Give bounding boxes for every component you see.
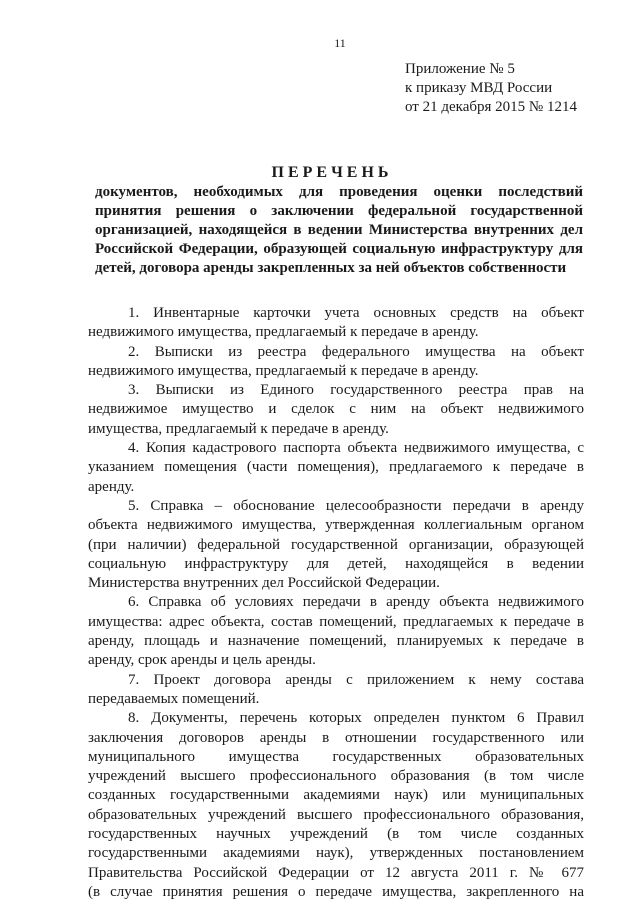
list-item-line: недвижимого имущества, предлагаемый к передаче в аренду. [88, 324, 479, 341]
page-number: 11 [334, 36, 346, 50]
list-item-line: 3. Выписки из Единого государственного реестра прав на [128, 382, 584, 399]
list-item [88, 381, 584, 439]
list-item-line: 7. Проект договора аренды с приложением к нему состава [128, 671, 584, 688]
list-item-line: государственных научных учреждений (в том числе созданных [88, 826, 584, 843]
list-item-line: 5. Справка – обоснование целесообразности передачи в аренду [128, 497, 584, 514]
list-item-line: заключения договоров аренды в отношении государственного или [88, 729, 584, 746]
list-item-line: 1. Инвентарные карточки учета основных средств на объект [128, 305, 584, 321]
list-item-line: Министерства внутренних дел Российской Федерации. [88, 575, 440, 592]
subtitle-line: принятия решения о заключении федеральной государственной [95, 203, 583, 219]
list-item-line: недвижимое имущество и сделок с ним на объект недвижимого [88, 401, 584, 418]
list-item [88, 709, 584, 902]
document-title: ПЕРЕЧЕНЬ [271, 164, 393, 181]
list-item-line: объекта недвижимого имущества, утвержденная коллегиальным органом [88, 517, 584, 534]
subtitle-line: Российской Федерации, образующей социальную инфраструктуру для [95, 241, 583, 257]
document-body [88, 304, 584, 902]
list-item [88, 593, 584, 670]
list-item-line: муниципального имущества государственных образовательных [88, 748, 584, 765]
list-item-line: указанием помещения (части помещения), предлагаемого к передаче в [88, 459, 584, 476]
subtitle-line: документов, необходимых для проведения оценки последствий [95, 184, 583, 200]
list-item-line: 8. Документы, перечень которых определен пунктом 6 Правил [128, 710, 584, 727]
list-item-line: 2. Выписки из реестра федерального имущества на объект [128, 343, 584, 360]
list-item-line: аренду, площадь и назначение помещений, планируемых к передаче в [88, 633, 584, 650]
list-item-line: образовательных учреждений высшего профессионального образования, [88, 806, 584, 823]
list-item-line: недвижимого имущества, предлагаемый к передаче в аренду. [88, 362, 479, 379]
list-item-line: 6. Справка об условиях передачи в аренду объекта недвижимого [128, 594, 584, 611]
list-item-line: государственными академиями наук), утвержденных постановлением [88, 845, 584, 862]
list-item-line: учреждений высшего профессионального образования (в том числе [88, 768, 584, 785]
document-subtitle [95, 183, 583, 278]
list-item-line: Правительства Российской Федерации от 12 августа 2011 г. № 677 [88, 864, 584, 881]
list-item [88, 671, 584, 710]
list-item-line: имущества, предлагаемый к передаче в аренду. [88, 420, 389, 437]
list-item-line: аренду. [88, 478, 135, 495]
appendix-line: Приложение № 5 [405, 61, 515, 77]
list-item [88, 343, 584, 382]
list-item-line: аренду, срок аренды и цель аренды. [88, 652, 316, 669]
list-item [88, 304, 584, 343]
subtitle-line: организацией, находящейся в ведении Министерства внутренних дел [95, 222, 583, 238]
list-item [88, 439, 584, 497]
list-item-line: передаваемых помещений. [88, 690, 260, 707]
list-item [88, 497, 584, 593]
appendix-line: к приказу МВД России [405, 80, 553, 96]
list-item-line: 4. Копия кадастрового паспорта объекта недвижимого имущества, с [128, 440, 584, 457]
list-item-line: (в случае принятия решения о передаче имущества, закрепленного на [88, 883, 584, 900]
list-item-line: (при наличии) федеральной государственной организации, образующей [88, 536, 584, 553]
list-item-line: созданных государственными академиями наук) или муниципальных [88, 787, 584, 804]
list-item-line: социальную инфраструктуру для детей, находящейся в ведении [88, 555, 584, 572]
subtitle-line: детей, договора аренды закрепленных за ней объектов собственности [95, 260, 567, 276]
appendix-line: от 21 декабря 2015 № 1214 [405, 99, 577, 115]
appendix-header [405, 60, 577, 117]
list-item-line: имущества: адрес объекта, состав помещений, предлагаемых к передаче в [88, 613, 584, 630]
